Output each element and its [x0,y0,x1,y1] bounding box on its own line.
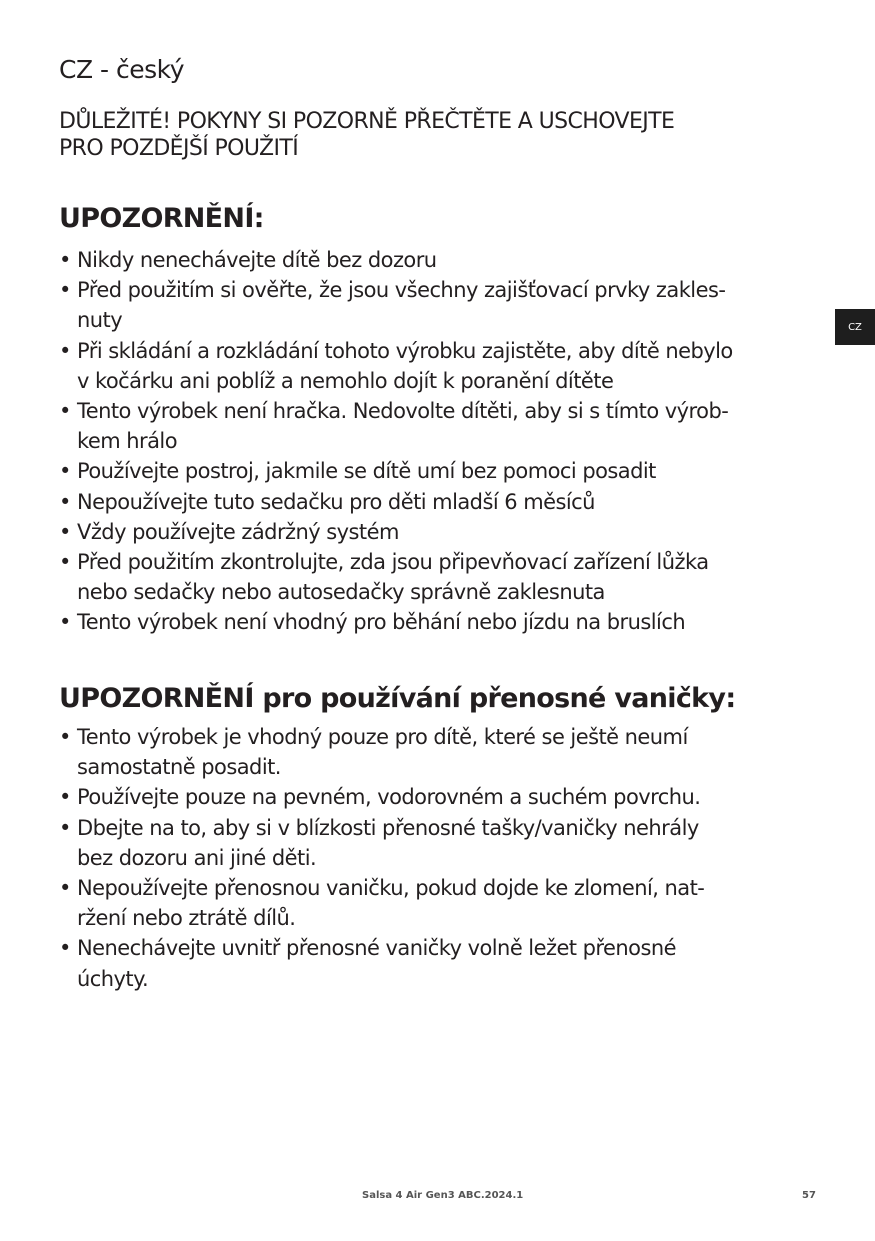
bullet-icon: • [59,936,71,961]
bullet-icon: • [59,519,71,544]
list-item-text: Před použitím si ověřte, že jsou všechny zajišťovací prvky zakles- [77,278,726,303]
important-notice [59,108,799,162]
list-item [59,245,819,275]
footer-page-number: 57 [802,1190,816,1201]
list-item-text: Dbejte na to, aby si v blízkosti přenosné tašky/vaničky nehrály [77,815,699,840]
bullet-icon: • [59,725,71,749]
important-notice-line: DŮLEŽITÉ! POKYNY SI POZORNĚ PŘEČTĚTE A USCHOVEJTE [59,109,675,134]
list-item [59,813,819,873]
bullet-icon: • [59,876,71,901]
bullet-icon: • [59,399,71,424]
bullet-icon: • [59,278,71,303]
list-item-text: Nepoužívejte přenosnou vaničku, pokud dojde ke zlomení, nat- [77,876,705,901]
bullet-icon: • [59,550,71,575]
carrycot-warning-list [59,722,819,994]
language-heading: CZ - český [59,55,185,84]
bullet-icon: • [59,785,71,810]
bullet-icon: • [59,610,71,635]
list-item-text: Před použitím zkontrolujte, zda jsou připevňovací zařízení lůžka [77,550,709,575]
warning-section-title: UPOZORNĚNÍ: [59,203,264,234]
list-item-text: Používejte pouze na pevném, vodorovném a suchém povrchu. [77,785,701,810]
list-item [59,873,819,933]
bullet-icon: • [59,248,71,272]
list-item [59,336,819,396]
list-item-text: Používejte postroj, jakmile se dítě umí bez pomoci posadit [77,459,656,484]
list-item [59,396,819,456]
list-item-text: Nikdy nenechávejte dítě bez dozoru [77,248,437,272]
bullet-icon: • [59,815,71,840]
list-item-text: Nenechávejte uvnitř přenosné vaničky volně ležet přenosné [77,936,676,961]
list-item [59,547,819,607]
list-item-text: bez dozoru ani jiné děti. [77,845,317,870]
bullet-icon: • [59,459,71,484]
list-item-text: Tento výrobek není hračka. Nedovolte dítěti, aby si s tímto výrob- [77,399,729,424]
list-item-text: úchyty. [77,966,149,991]
list-item-text: Při skládání a rozkládání tohoto výrobku zajistěte, aby dítě nebylo [77,338,733,363]
list-item-text: nebo sedačky nebo autosedačky správně zaklesnuta [77,580,605,605]
list-item [59,722,819,782]
list-item-text: Nepoužívejte tuto sedačku pro děti mladší 6 měsíců [77,489,595,514]
footer-document-id: Salsa 4 Air Gen3 ABC.2024.1 [362,1190,524,1201]
list-item [59,782,819,812]
list-item [59,607,819,637]
bullet-icon: • [59,338,71,363]
important-notice-line: PRO POZDĚJŠÍ POUŽITÍ [59,136,299,161]
warning-list [59,245,819,638]
list-item [59,933,819,993]
list-item-text: Vždy používejte zádržný systém [77,519,399,544]
list-item-text: Tento výrobek je vhodný pouze pro dítě, které se ještě neumí [77,725,688,749]
list-item-text: nuty [77,308,123,333]
list-item [59,517,819,547]
list-item [59,456,819,486]
language-tab: CZ [835,309,875,345]
list-item-text: ržení nebo ztrátě dílů. [77,906,296,931]
list-item [59,487,819,517]
list-item-text: v kočárku ani poblíž a nemohlo dojít k poranění dítěte [77,368,614,393]
list-item [59,275,819,335]
bullet-icon: • [59,489,71,514]
carrycot-warning-section-title: UPOZORNĚNÍ pro používání přenosné vaničky: [59,683,736,714]
list-item-text: Tento výrobek není vhodný pro běhání nebo jízdu na bruslích [77,610,686,635]
list-item-text: samostatně posadit. [77,755,281,780]
list-item-text: kem hrálo [77,429,178,454]
